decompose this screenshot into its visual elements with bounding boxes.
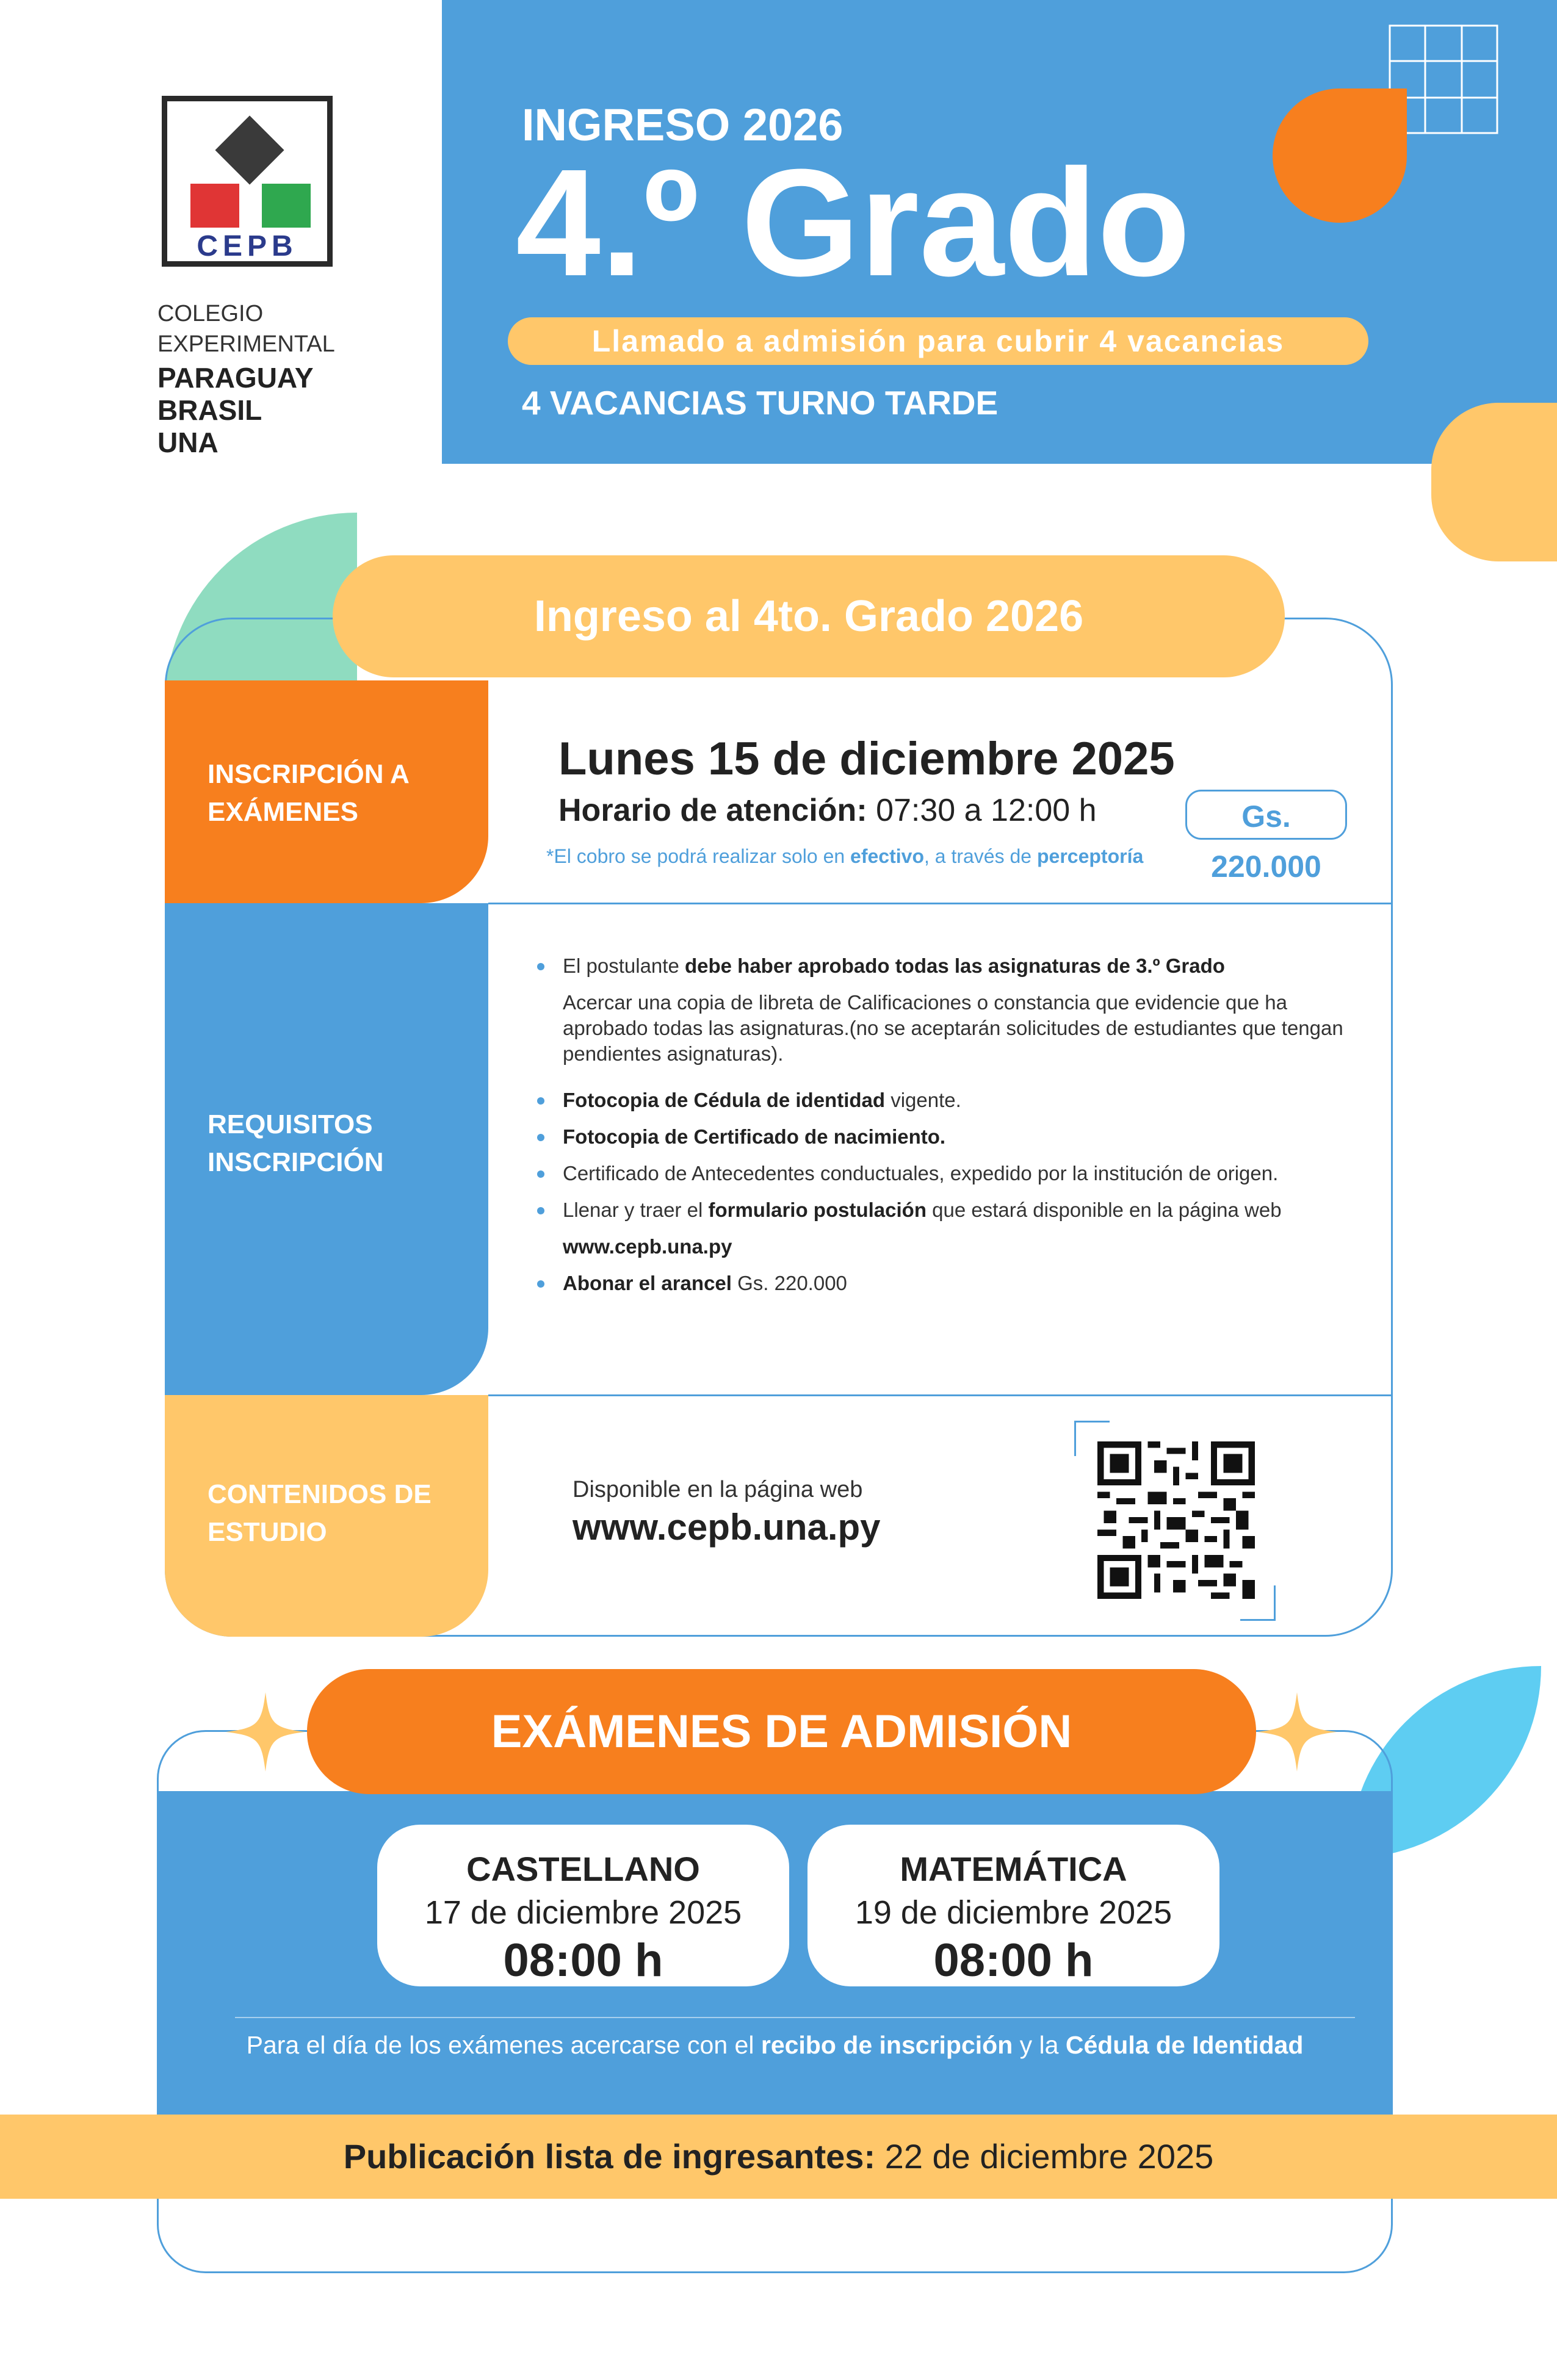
inscripcion-date: Lunes 15 de diciembre 2025 bbox=[558, 733, 1175, 785]
price-badge: Gs. 220.000 bbox=[1185, 790, 1347, 840]
divider bbox=[488, 903, 1393, 904]
bullet-icon bbox=[537, 1207, 544, 1214]
exam-card-matematica bbox=[807, 1825, 1219, 1986]
requisito-item-5 bbox=[563, 1197, 1368, 1223]
note-efectivo: efectivo bbox=[850, 845, 924, 867]
bullet-icon bbox=[537, 1134, 544, 1141]
logo-diamond-icon bbox=[215, 115, 284, 184]
note-text: Para el día de los exámenes acercarse con el bbox=[246, 2031, 761, 2059]
req-text: Llenar y traer el bbox=[563, 1199, 709, 1221]
org-line-experimental: EXPERIMENTAL bbox=[157, 331, 335, 357]
org-line-brasil: BRASIL bbox=[157, 394, 262, 426]
llamado-pill: Llamado a admisión para cubrir 4 vacancias bbox=[508, 317, 1368, 365]
divider bbox=[235, 2017, 1355, 2018]
req-text: vigente. bbox=[885, 1089, 961, 1111]
ingreso-year: INGRESO 2026 bbox=[522, 99, 844, 150]
bullet-icon bbox=[537, 1280, 544, 1288]
org-line-paraguay: PARAGUAY bbox=[157, 362, 314, 394]
note-recibo: recibo de inscripción bbox=[760, 2031, 1013, 2059]
page-title: 4.º Grado bbox=[516, 137, 1191, 308]
vacancias-subtitle: 4 VACANCIAS TURNO TARDE bbox=[522, 384, 999, 422]
requisito-item-6 bbox=[563, 1271, 1368, 1296]
bullet-icon bbox=[537, 1097, 544, 1105]
publication-banner bbox=[0, 2115, 1557, 2199]
logo-text: CEPB bbox=[197, 230, 298, 262]
requisito-item-2 bbox=[563, 1087, 1368, 1113]
req-bold: formulario postulación bbox=[708, 1199, 927, 1221]
section-examenes-title: EXÁMENES DE ADMISIÓN bbox=[307, 1669, 1256, 1794]
bullet-icon bbox=[537, 963, 544, 970]
note-cedula: Cédula de Identidad bbox=[1065, 2031, 1304, 2059]
org-line-una: UNA bbox=[157, 427, 219, 458]
req-bold: Fotocopia de Certificado de nacimiento. bbox=[563, 1125, 946, 1148]
divider bbox=[488, 1394, 1393, 1396]
hours-label: Horario de atención: bbox=[558, 793, 867, 828]
req-web-link: www.cepb.una.py bbox=[563, 1235, 732, 1258]
section-ingreso-title: Ingreso al 4to. Grado 2026 bbox=[333, 555, 1285, 677]
note-perceptoria: perceptoría bbox=[1036, 845, 1144, 867]
payment-note bbox=[546, 845, 1143, 868]
requisito-detail: Acercar una copia de libreta de Calificaciones o constancia que evidencie que ha aprobado todas las asignaturas.(no se aceptarán solicitudes de estudiantes que tengan pendientes asignaturas). bbox=[563, 991, 1343, 1065]
exam-subject: CASTELLANO bbox=[466, 1850, 700, 1888]
exam-date: 17 de diciembre 2025 bbox=[424, 1894, 742, 1931]
publication-label: Publicación lista de ingresantes: bbox=[343, 2137, 876, 2176]
requisito-web bbox=[563, 1234, 1368, 1260]
publication-date: 22 de diciembre 2025 bbox=[875, 2137, 1214, 2176]
note-text: , a través de bbox=[923, 845, 1037, 867]
logo-green-square-icon bbox=[262, 184, 311, 228]
sparkle-icon bbox=[1257, 1692, 1337, 1772]
req-bold: debe haber aprobado todas las asignaturas de 3.º Grado bbox=[684, 954, 1225, 977]
requisito-item-4: Certificado de Antecedentes conductuales, expedido por la institución de origen. bbox=[563, 1162, 1279, 1185]
cepb-logo bbox=[162, 96, 333, 267]
exam-date: 19 de diciembre 2025 bbox=[854, 1894, 1172, 1931]
requisito-item-1 bbox=[563, 953, 1368, 979]
hours-value: 07:30 a 12:00 h bbox=[867, 793, 1097, 828]
contenidos-caption: Disponible en la página web bbox=[573, 1477, 863, 1502]
exam-subject: MATEMÁTICA bbox=[900, 1850, 1127, 1888]
contenidos-label: CONTENIDOS DE ESTUDIO bbox=[208, 1479, 432, 1547]
yellow-blob-decoration bbox=[1431, 403, 1557, 561]
requisitos-label: REQUISITOS INSCRIPCIÓN bbox=[208, 1109, 384, 1177]
contenidos-website-link[interactable]: www.cepb.una.py bbox=[573, 1507, 881, 1548]
note-text: *El cobro se podrá realizar solo en bbox=[546, 845, 851, 867]
req-text: El postulante bbox=[563, 954, 685, 977]
req-bold: Abonar el arancel bbox=[563, 1272, 732, 1294]
sparkle-icon bbox=[226, 1692, 305, 1772]
exam-time: 08:00 h bbox=[933, 1935, 1094, 1986]
requisito-item-3 bbox=[563, 1124, 1368, 1150]
req-text: Gs. 220.000 bbox=[731, 1272, 847, 1294]
exam-card-castellano bbox=[377, 1825, 789, 1986]
org-line-colegio: COLEGIO bbox=[157, 301, 264, 326]
req-bold: Fotocopia de Cédula de identidad bbox=[563, 1089, 886, 1111]
logo-red-square-icon bbox=[190, 184, 239, 228]
qr-code-icon[interactable] bbox=[1097, 1441, 1255, 1599]
note-text: y la bbox=[1013, 2031, 1066, 2059]
orange-drop-decoration bbox=[1273, 88, 1407, 223]
exam-day-note bbox=[157, 2031, 1393, 2060]
inscripcion-label: INSCRIPCIÓN A EXÁMENES bbox=[208, 759, 409, 827]
exam-time: 08:00 h bbox=[503, 1935, 663, 1986]
bullet-icon bbox=[537, 1170, 544, 1178]
inscripcion-hours bbox=[558, 792, 1097, 829]
req-text: que estará disponible en la página web bbox=[926, 1199, 1282, 1221]
